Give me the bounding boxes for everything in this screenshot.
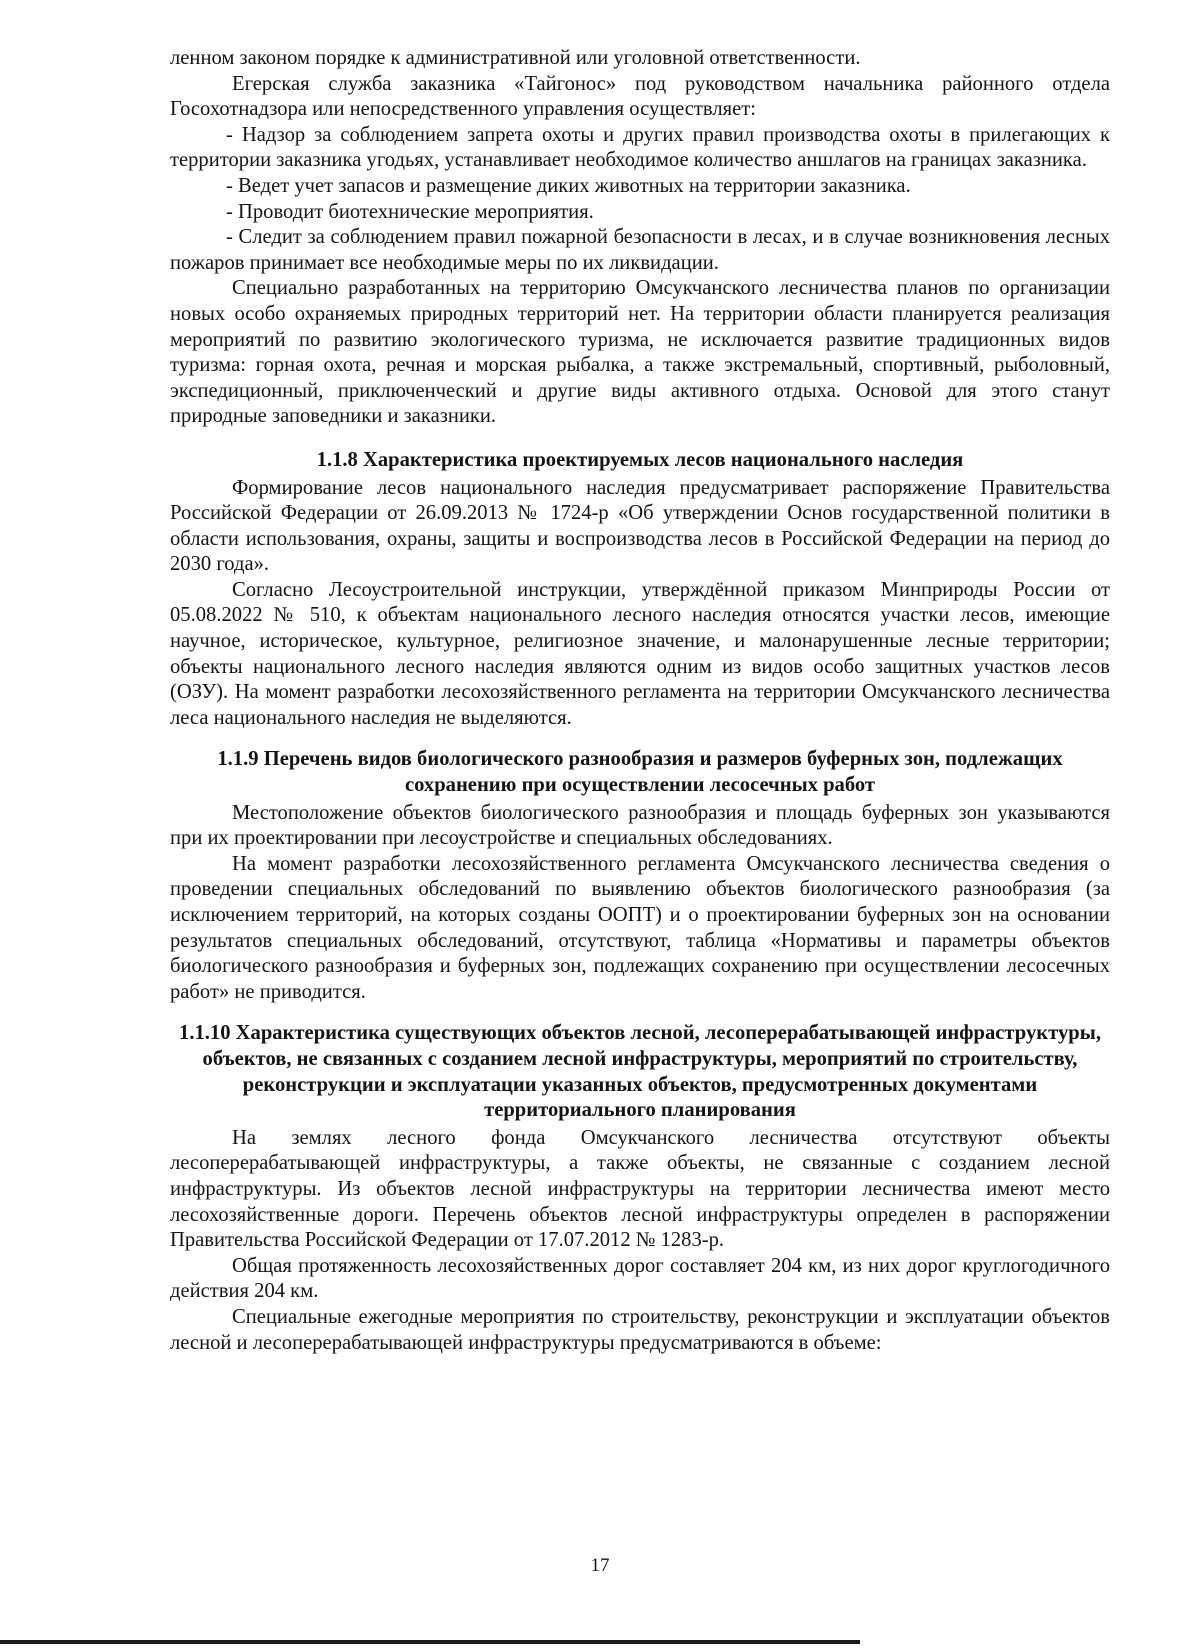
- paragraph-biodiversity-location: Местоположение объектов биологического разнообразия и площадь буферных зон указываются при их проектировании при лесоустройстве и специальных обследованиях.: [170, 801, 1110, 850]
- paragraph-biodiversity-surveys: На момент разработки лесохозяйственного регламента Омсукчанского лесничества сведения о проведении специальных обследований по выявлению объектов биологического разнообразия (за исключением территорий, на которых созданы ООПТ) и о проектировании буферных зон на основании результатов специальных обследований, отсутствуют, таблица «Нормативы и параметры объектов биологического разнообразия и буферных зон, подлежащих сохранению при осуществлении лесосечных работ» не приводится.: [170, 852, 1110, 1003]
- page-number: 17: [590, 1555, 610, 1576]
- section-heading-1-1-8: 1.1.8 Характеристика проектируемых лесов национального наследия: [316, 448, 964, 471]
- paragraph-protected-areas: Специально разработанных на территорию Омсукчанского лесничества планов по организации новых особо охраняемых природных территорий нет. На территории области планируется реализация мероприятий по развитию экологического туризма, не исключается развитие традиционных видов туризма: горная охота, речная и морская рыбалка, а также экстремальный, спортивный, рыболовный, экспедиционный, приключенческий и другие виды активного отдыха. Основой для этого станут природные заповедники и заказники.: [170, 277, 1110, 428]
- list-item-supervision: - Надзор за соблюдением запрета охоты и других правил производства охоты в прилегающих к территории заказника угодьях, устанавливает необходимое количество аншлагов на границах заказника.: [170, 123, 1110, 172]
- list-item-accounting: - Ведет учет запасов и размещение диких животных на территории заказника.: [226, 174, 911, 197]
- paragraph-road-length: Общая протяженность лесохозяйственных дорог составляет 204 км, из них дорог круглогодичного действия 204 км.: [170, 1254, 1110, 1303]
- paragraph-ranger-service: Егерская служба заказника «Тайгонос» под руководством начальника районного отдела Госохотнадзора или непосредственного управления осуществляет:: [170, 72, 1110, 121]
- section-heading-1-1-9: 1.1.9 Перечень видов биологического разнообразия и размеров буферных зон, подлежащих сохранению при осуществлении лесосечных работ: [217, 748, 1063, 797]
- section-heading-1-1-10: 1.1.10 Характеристика существующих объектов лесной, лесоперерабатывающей инфраструктуры, объектов, не связанных с созданием лесной инфраструктуры, мероприятий по строительству, реконструкции и эксплуатации указанных объектов, предусмотренных документами территориального планирования: [179, 1022, 1101, 1122]
- paragraph-national-heritage-order: Формирование лесов национального наследия предусматривает распоряжение Правительства Российской Федерации от 26.09.2013 № 1724-р «Об утверждении Основ государственной политики в области использования, охраны, защиты и воспроизводства лесов в Российской Федерации на период до 2030 года».: [170, 476, 1110, 576]
- paragraph-annual-measures: Специальные ежегодные мероприятия по строительству, реконструкции и эксплуатации объектов лесной и лесоперерабатывающей инфраструктуры предусматриваются в объеме:: [170, 1305, 1110, 1354]
- bottom-divider: [0, 1640, 860, 1644]
- paragraph-forest-instruction: Согласно Лесоустроительной инструкции, утверждённой приказом Минприроды России от 05.08.2022 № 510, к объектам национального лесного наследия относятся участки лесов, имеющие научное, историческое, культурное, религиозное значение, и малонарушенные лесные территории; объекты национального лесного наследия являются одним из видов особо защитных участков лесов (ОЗУ). На момент разработки лесохозяйственного регламента на территории Омсукчанского лесничества леса национального наследия не выделяются.: [170, 578, 1110, 729]
- list-item-biotechnical: - Проводит биотехнические мероприятия.: [226, 200, 594, 223]
- paragraph-continuation: ленном законом порядке к административной или уголовной ответственности.: [170, 47, 861, 69]
- list-item-fire-safety: - Следит за соблюдением правил пожарной безопасности в лесах, и в случае возникновения лесных пожаров принимает все необходимые меры по их ликвидации.: [170, 226, 1110, 274]
- paragraph-infrastructure: На землях лесного фонда Омсукчанского лесничества отсутствуют объекты лесоперерабатывающей инфраструктуры, а также объекты, не связанные с созданием лесной инфраструктуры. Из объектов лесной инфраструктуры на территории лесничества имеют место лесохозяйственные дороги. Перечень объектов лесной инфраструктуры определен в распоряжении Правительства Российской Федерации от 17.07.2012 № 1283-р.: [170, 1126, 1110, 1252]
- document-page: [170, 46, 1110, 1356]
